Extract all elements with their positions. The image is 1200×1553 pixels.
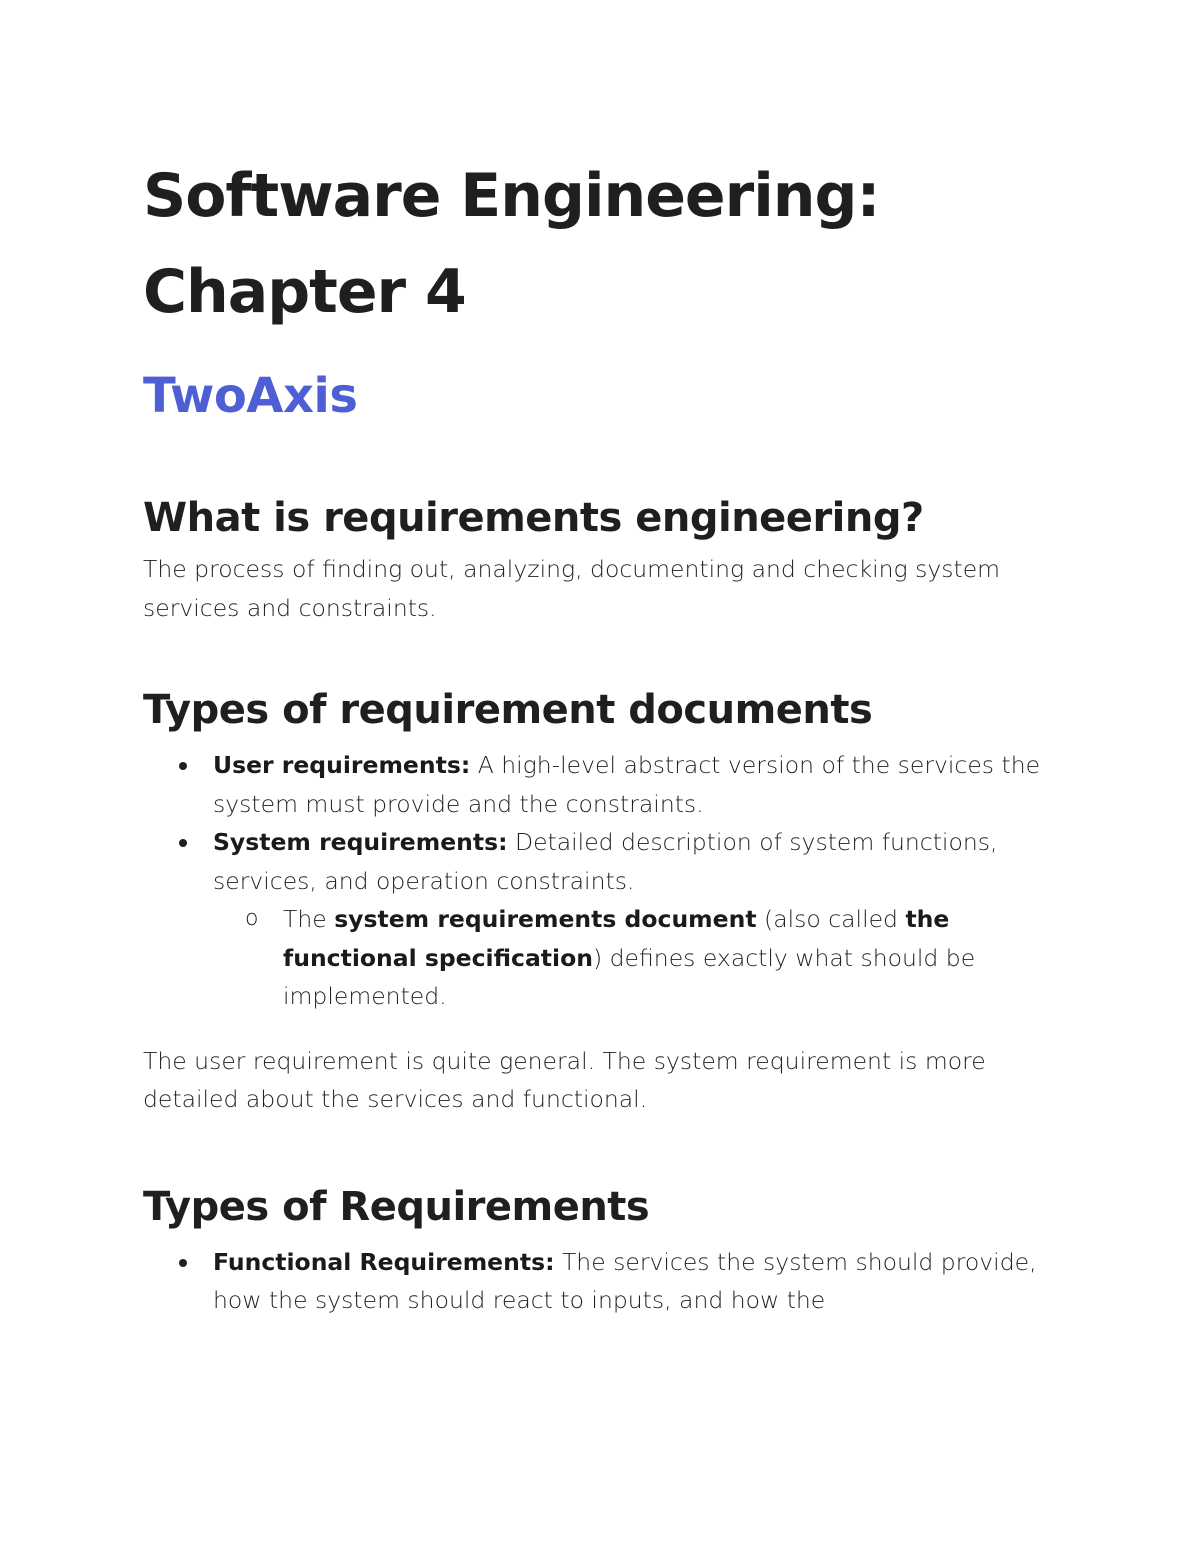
title-line-2: Chapter 4 (143, 257, 466, 327)
requirement-documents-list (143, 746, 1073, 1016)
list-item-system-requirements (213, 823, 1073, 1016)
list-item-text: The services the system should provide, how the system should react to inputs, and how the (213, 1247, 1037, 1314)
section-paragraph-summary: The user requirement is quite general. The system requirement is more detailed about the services and functional. (143, 1046, 986, 1113)
title-line-1: Software Engineering: (143, 161, 880, 231)
types-of-requirements-list (143, 1243, 1073, 1320)
sub-item-text-post: ) defines exactly what should be implemented. (283, 943, 976, 1010)
document-page (143, 148, 1073, 1320)
list-item-text: Detailed description of system functions, services, and operation constraints. (213, 828, 998, 895)
sub-item-text-mid: (also called (756, 905, 906, 933)
document-subtitle: TwoAxis (143, 368, 358, 424)
sub-list-item-specification (283, 900, 1073, 1016)
list-item-user-requirements (213, 746, 1073, 823)
list-item-label: Functional Requirements: (213, 1247, 555, 1276)
list-item-functional-requirements (213, 1243, 1073, 1320)
section-heading-requirement-documents: Types of requirement documents (143, 687, 873, 733)
sub-item-bold-term-2: the functional specification (283, 905, 950, 972)
sub-item-text-pre: The (283, 905, 335, 933)
document-title (143, 148, 1073, 340)
list-item-label: System requirements: (213, 828, 508, 856)
section-paragraph-requirements-engineering: The process of finding out, analyzing, documenting and checking system services and constraints. (143, 555, 1001, 622)
section-heading-requirements-engineering: What is requirements engineering? (143, 495, 924, 541)
sub-item-bold-term-1: system requirements document (334, 905, 757, 933)
list-item-label: User requirements: (213, 751, 471, 779)
list-item-text: A high-level abstract version of the services the system must provide and the constraints. (213, 751, 1041, 818)
system-requirements-sublist (213, 900, 1073, 1016)
section-heading-types-of-requirements: Types of Requirements (143, 1183, 650, 1230)
